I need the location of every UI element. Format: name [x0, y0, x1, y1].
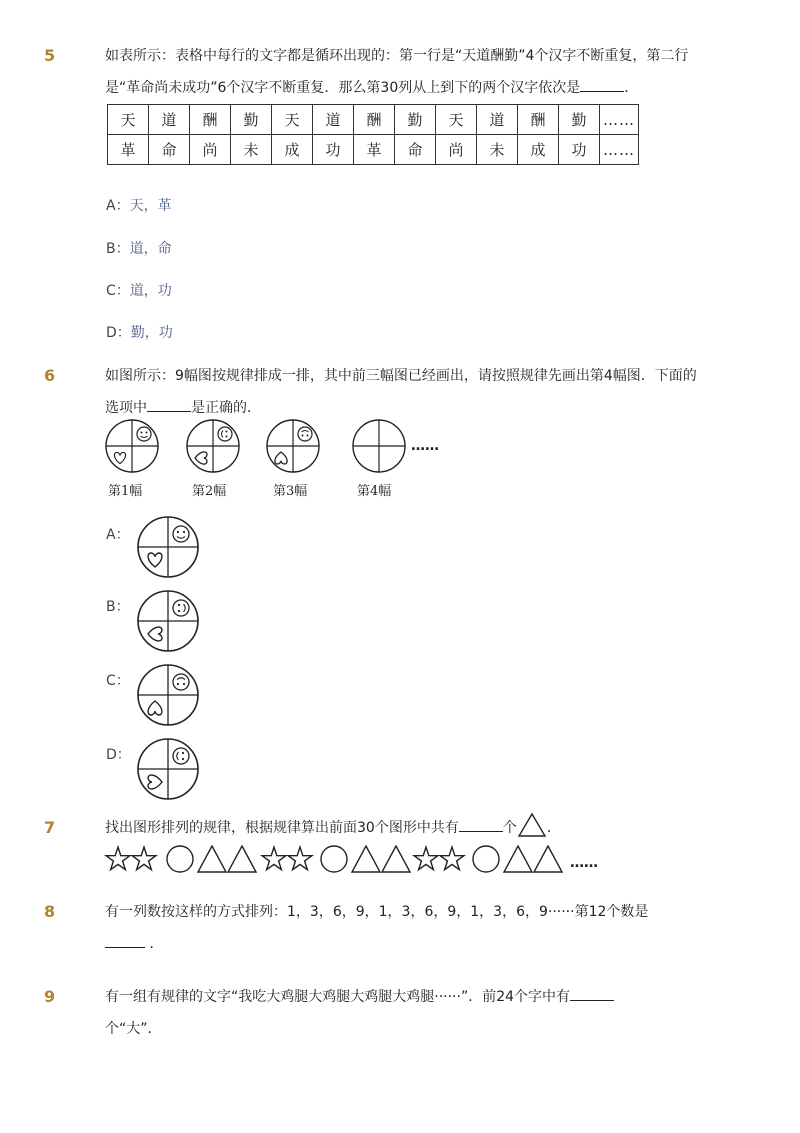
option-b[interactable] — [106, 238, 172, 258]
question-line: 有一列数按这样的方式排列：1，3，6，9，1，3，6，9，1，3，6，9······第12个数是 — [105, 904, 649, 920]
question-line-part: ． — [624, 80, 639, 96]
smiley-icon — [298, 427, 312, 441]
option-letter: C： — [106, 283, 130, 299]
table-cell: 成 — [272, 135, 313, 165]
heart-icon — [148, 627, 162, 641]
figure-caption: 第4幅 — [357, 484, 392, 499]
option-d[interactable] — [106, 744, 131, 764]
circle-icon — [473, 846, 499, 872]
question-number: 5 — [44, 46, 56, 65]
circle-icon — [321, 846, 347, 872]
heart-icon — [148, 701, 162, 715]
smiley-icon — [218, 427, 232, 441]
ellipsis-text: …… — [411, 438, 439, 454]
option-letter: B： — [106, 599, 130, 615]
table-cell: 天 — [108, 105, 149, 135]
shape-sequence — [104, 845, 614, 877]
figure-caption: 第1幅 — [108, 484, 143, 499]
triangle-icon — [382, 846, 410, 872]
option-text: 天，革 — [129, 198, 172, 214]
triangle-icon — [534, 846, 562, 872]
table-cell: 革 — [108, 135, 149, 165]
question-text — [105, 896, 725, 960]
heart-icon — [275, 452, 287, 464]
circle-icon — [167, 846, 193, 872]
heart-icon — [148, 553, 162, 567]
character-table — [107, 104, 639, 165]
star-icon — [132, 847, 156, 870]
option-letter: C： — [106, 673, 130, 689]
question-line — [105, 981, 725, 1013]
heart-icon — [114, 452, 125, 463]
option-b-figure[interactable] — [136, 589, 200, 653]
table-cell: 功 — [559, 135, 600, 165]
star-icon — [262, 847, 286, 870]
question-line-part: 选项中 — [105, 400, 147, 416]
question-line: 如图所示：9幅图按规律排成一排，其中前三幅图已经画出，请按照规律先画出第4幅图．下面的 — [105, 368, 697, 384]
answer-blank — [570, 986, 614, 1001]
heart-icon — [195, 452, 207, 464]
figure-caption: 第3幅 — [273, 484, 308, 499]
smiley-icon — [173, 600, 189, 616]
option-d-figure[interactable] — [136, 737, 200, 801]
star-icon — [414, 847, 438, 870]
question-line-part: ． — [546, 820, 561, 836]
option-a[interactable] — [106, 195, 172, 215]
heart-icon — [148, 775, 162, 789]
option-text: 道，命 — [129, 241, 172, 257]
table-cell: 道 — [477, 105, 518, 135]
question-number: 9 — [44, 987, 56, 1006]
table-cell: …… — [600, 105, 639, 135]
table-cell: 尚 — [190, 135, 231, 165]
question-number: 8 — [44, 902, 56, 921]
table-cell: …… — [600, 135, 639, 165]
triangle-icon — [228, 846, 256, 872]
question-line — [105, 928, 725, 960]
table-cell: 命 — [149, 135, 190, 165]
option-b[interactable] — [106, 596, 130, 616]
table-cell: 酬 — [354, 105, 395, 135]
star-icon — [440, 847, 464, 870]
ellipsis-text: …… — [570, 855, 598, 871]
triangle-icon — [517, 812, 547, 838]
question-line-part: 个 — [502, 820, 517, 836]
answer-blank — [147, 397, 191, 412]
option-letter: B： — [106, 241, 130, 257]
table-cell: 功 — [313, 135, 354, 165]
table-cell: 勤 — [559, 105, 600, 135]
option-letter: A： — [106, 198, 130, 214]
question-number: 7 — [44, 818, 56, 837]
answer-blank — [459, 817, 503, 832]
figure-4 — [353, 420, 405, 472]
table-cell: 天 — [436, 105, 477, 135]
question-line-part: 有一组有规律的文字“我吃大鸡腿大鸡腿大鸡腿大鸡腿······”．前24个字中有 — [105, 989, 571, 1005]
triangle-icon — [352, 846, 380, 872]
option-text: 勤，功 — [130, 325, 173, 341]
figure-3 — [267, 420, 319, 472]
table-cell: 未 — [231, 135, 272, 165]
question-line: 个“大”． — [105, 1021, 162, 1037]
triangle-icon — [198, 846, 226, 872]
question-text — [105, 360, 725, 424]
table-row — [108, 105, 639, 135]
table-cell: 未 — [477, 135, 518, 165]
answer-blank — [580, 77, 624, 92]
option-letter: A： — [106, 527, 130, 543]
question-text — [105, 812, 725, 844]
question-line — [105, 72, 725, 104]
figure-caption: 第2幅 — [192, 484, 227, 499]
question-text — [105, 40, 725, 104]
question-line-part: 找出图形排列的规律，根据规律算出前面30个图形中共有 — [105, 820, 459, 836]
question-text — [105, 981, 725, 1045]
option-c-figure[interactable] — [136, 663, 200, 727]
smiley-icon — [173, 674, 189, 690]
option-a[interactable] — [106, 524, 130, 544]
smiley-icon — [173, 526, 189, 542]
table-cell: 道 — [149, 105, 190, 135]
pattern-figures — [100, 418, 460, 478]
table-cell: 道 — [313, 105, 354, 135]
figure-1 — [106, 420, 158, 472]
table-cell: 成 — [518, 135, 559, 165]
star-icon — [288, 847, 312, 870]
table-row — [108, 135, 639, 165]
option-letter: D： — [106, 747, 131, 763]
triangle-icon — [504, 846, 532, 872]
smiley-icon — [137, 427, 151, 441]
option-c[interactable] — [106, 670, 130, 690]
question-line-part: 是“革命尚未成功”6个汉字不断重复．那么第30列从上到下的两个汉字依次是 — [105, 80, 581, 96]
table-cell: 天 — [272, 105, 313, 135]
figure-2 — [187, 420, 239, 472]
table-cell: 尚 — [436, 135, 477, 165]
answer-blank — [105, 933, 145, 948]
table-cell: 勤 — [395, 105, 436, 135]
table-cell: 酬 — [518, 105, 559, 135]
smiley-icon — [173, 748, 189, 764]
question-line-part: ． — [149, 936, 164, 952]
question-line-part: 是正确的． — [191, 400, 261, 416]
table-cell: 命 — [395, 135, 436, 165]
question-line: 如表所示：表格中每行的文字都是循环出现的：第一行是“天道酬勤”4个汉字不断重复，第二行 — [105, 48, 689, 64]
star-icon — [106, 847, 130, 870]
option-a-figure[interactable] — [136, 515, 200, 579]
option-c[interactable] — [106, 280, 172, 300]
table-cell: 革 — [354, 135, 395, 165]
table-cell: 勤 — [231, 105, 272, 135]
question-number: 6 — [44, 366, 56, 385]
option-text: 道，功 — [129, 283, 172, 299]
table-cell: 酬 — [190, 105, 231, 135]
option-letter: D： — [106, 325, 131, 341]
option-d[interactable] — [106, 322, 173, 342]
